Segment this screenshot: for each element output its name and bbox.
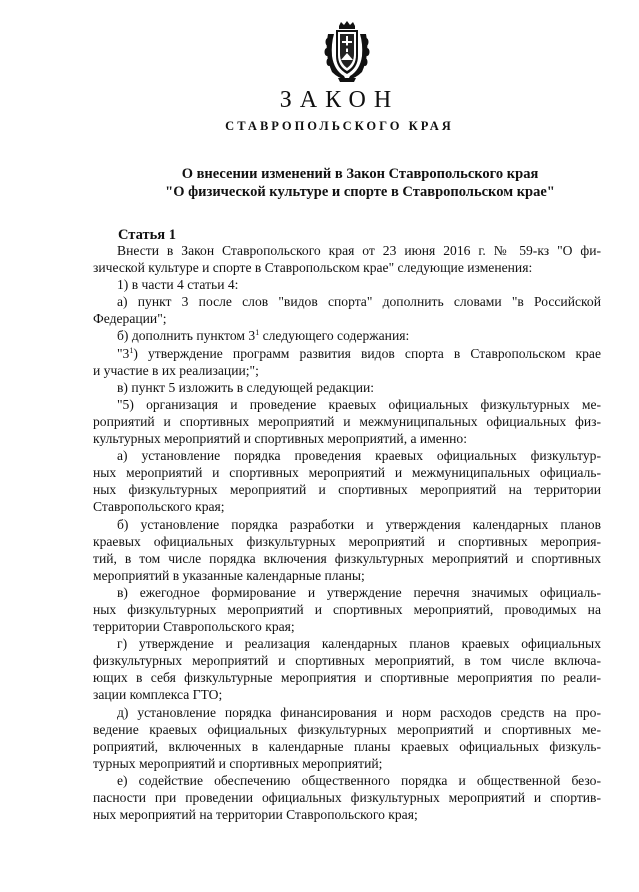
paragraph-line: ющих в себя физкультурные мероприятия и спортивные мероприятия по реали- — [93, 670, 601, 686]
stavropol-coat-of-arms-icon — [322, 20, 372, 84]
text-fragment: следующего содержания: — [259, 328, 410, 344]
paragraph-item-a — [93, 293, 601, 327]
paragraph-line: в) ежегодное формирование и утверждение перечня значимых официаль- — [117, 584, 601, 600]
paragraph-item-5 — [93, 396, 601, 447]
paragraph-line: тий, в том числе порядка включения физкультурных мероприятий и спортивных — [93, 550, 601, 566]
paragraph-subitem-b — [93, 516, 601, 584]
paragraph-line: роприятий, включенных в календарные планы краевых официальных физкуль- — [93, 738, 601, 754]
paragraph-subitem-d — [93, 704, 601, 772]
paragraph-line: ных мероприятий и спортивных мероприятий и межмуниципальных официаль- — [93, 465, 601, 481]
document-heading-line-1: О внесении изменений в Закон Ставропольского края — [181, 166, 539, 182]
text-fragment: "3 — [117, 345, 130, 361]
text-fragment: б) дополнить пунктом 3 — [117, 328, 256, 344]
document-heading-line-2: "О физической культуре и спорте в Ставропольском крае" — [165, 184, 555, 200]
text-fragment: ) утверждение программ развития видов спорта в Ставропольском крае — [133, 345, 601, 361]
paragraph-line: ных физкультурных мероприятий и спортивных мероприятий на территории — [93, 482, 601, 498]
paragraph-line: Ставропольского края; — [93, 499, 225, 515]
superscript: 1 — [129, 345, 134, 355]
paragraph-line: в) пункт 5 изложить в следующей редакции: — [117, 379, 375, 395]
paragraph-line: а) пункт 3 после слов "видов спорта" дополнить словами "в Российской — [117, 294, 601, 310]
paragraph-line: территории Ставропольского края; — [93, 619, 295, 635]
paragraph-item-1 — [93, 276, 601, 293]
paragraph-line: физкультурных мероприятий и спортивных мероприятий, в том числе включа- — [93, 653, 601, 669]
region-title: СТАВРОПОЛЬСКОГО КРАЯ — [225, 119, 454, 133]
paragraph-line: д) установление порядка финансирования и норм расходов средств на про- — [117, 704, 601, 720]
paragraph-line: пасности при проведении официальных физкультурных мероприятий и спортив- — [93, 790, 601, 805]
paragraph-intro — [93, 242, 601, 276]
superscript: 1 — [255, 328, 260, 338]
paragraph-line: роприятий и спортивных мероприятий и межмуниципальных официальных физ- — [93, 413, 601, 429]
paragraph-item-v — [93, 379, 601, 396]
paragraph-subitem-e — [93, 772, 601, 823]
paragraph-item-3-1 — [93, 345, 601, 379]
paragraph-line: Федерации"; — [93, 311, 167, 327]
law-title: ЗАКОН — [279, 87, 400, 113]
article-title: Статья 1 — [118, 227, 176, 243]
paragraph-subitem-g — [93, 635, 601, 703]
paragraph-line: е) содействие обеспечению общественного порядка и общественной безо- — [117, 772, 601, 788]
paragraph-line: зической культуре и спорте в Ставропольском крае" следующие изменения: — [93, 260, 533, 276]
paragraph-line: краевых официальных физкультурных мероприятий и спортивных мероприя- — [93, 533, 601, 549]
paragraph-line: турных мероприятий и спортивных мероприятий; — [93, 755, 383, 771]
paragraph-line: мероприятий в указанные календарные планы; — [93, 567, 365, 583]
document-heading — [80, 165, 639, 201]
paragraph-item-b — [93, 327, 601, 344]
paragraph-line: б) установление порядка разработки и утверждения календарных планов — [117, 516, 601, 532]
paragraph-subitem-a — [93, 447, 601, 515]
paragraph-line: зации комплекса ГТО; — [93, 687, 223, 703]
paragraph-line: и участие в их реализации;"; — [93, 362, 259, 378]
paragraph-line — [93, 327, 601, 344]
paragraph-line — [93, 345, 601, 362]
paragraph-line: ведение краевых официальных физкультурных мероприятий и спортивных ме- — [93, 721, 601, 737]
paragraph-line: ных мероприятий на территории Ставропольского края; — [93, 807, 418, 823]
paragraph-line: "5) организация и проведение краевых официальных физкультурных ме- — [117, 396, 601, 412]
paragraph-line: г) утверждение и реализация календарных планов краевых официальных — [117, 636, 601, 652]
paragraph-line: а) установление порядка проведения краевых официальных физкультур- — [117, 448, 601, 464]
paragraph-line: культурных мероприятий и спортивных мероприятий, а именно: — [93, 431, 467, 447]
paragraph-subitem-v — [93, 584, 601, 635]
paragraph-line: ных физкультурных мероприятий и спортивных мероприятий, проводимых на — [93, 601, 601, 617]
paragraph-line: Внести в Закон Ставропольского края от 23 июня 2016 г. № 59-кз "О фи- — [117, 243, 601, 258]
paragraph-line: 1) в части 4 статьи 4: — [117, 277, 239, 293]
article-body — [93, 242, 601, 823]
